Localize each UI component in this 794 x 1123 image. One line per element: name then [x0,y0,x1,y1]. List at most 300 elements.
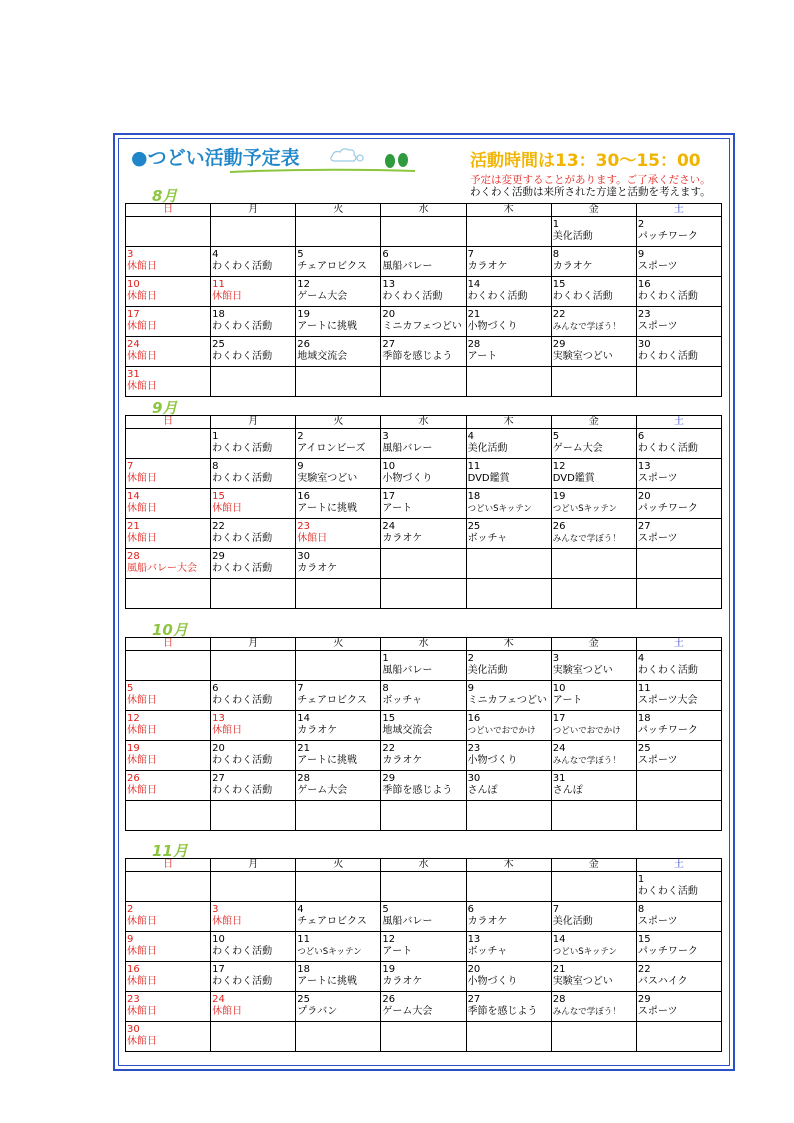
day-number: 25 [467,521,481,532]
day-cell [211,651,296,681]
day-cell [551,217,636,247]
tree-icon [385,153,408,168]
day-number [468,581,550,593]
day-number [553,803,635,815]
day-cell [636,217,721,247]
activity-name: 休館日 [127,261,157,272]
day-number [127,219,209,231]
week-row [126,217,722,247]
activity-name: 実験室つどい [297,473,358,484]
day-cell [126,367,211,397]
weekday-header: 金 [551,416,636,429]
day-number: 5 [382,904,389,915]
day-number [638,803,720,815]
activity-name: 休館日 [127,695,157,706]
day-cell [126,459,211,489]
activity-name [127,886,209,898]
day-number: 7 [297,683,304,694]
activity-name: わくわく活動 [382,291,443,302]
activity-name [127,665,209,677]
activity-name: つどいSキッテン [467,504,532,514]
day-cell [296,872,381,902]
activity-name: パッチワーク [637,946,698,957]
activity-name [297,815,379,827]
activity-name: わくわく活動 [467,291,528,302]
day-cell [126,771,211,801]
day-number: 23 [637,309,651,320]
day-number: 13 [212,713,225,724]
day-number [382,874,464,886]
day-cell [636,337,721,367]
activity-name: バスハイク [637,976,688,987]
activity-name: チェアロビクス [297,695,367,706]
weekday-header: 土 [636,859,721,872]
day-cell [381,459,466,489]
day-number: 8 [212,461,219,472]
activity-name: DVD鑑賞 [467,473,510,484]
day-cell [551,932,636,962]
activity-name: ゲーム大会 [552,443,603,454]
activity-name: 季節を感じよう [382,351,453,362]
day-number [553,874,635,886]
activity-name: 実験室つどい [552,976,613,987]
activity-name [127,815,209,827]
day-number: 26 [127,773,140,784]
day-cell [211,902,296,932]
activity-name [553,815,635,827]
day-number [382,551,464,563]
day-cell [296,711,381,741]
day-number: 1 [212,431,219,442]
activity-name: 季節を感じよう [382,785,453,796]
activity-name: 小物づくり [467,755,518,766]
day-cell [466,741,551,771]
day-cell [211,459,296,489]
day-cell [551,307,636,337]
day-cell [381,902,466,932]
activity-name: わくわく活動 [212,946,273,957]
day-cell [296,932,381,962]
day-cell [551,902,636,932]
activity-name: 休館日 [127,976,157,987]
day-number [127,874,209,886]
day-number: 6 [382,249,389,260]
day-number: 4 [297,904,304,915]
day-number: 21 [552,964,566,975]
day-number: 31 [127,369,140,380]
day-cell [466,549,551,579]
day-number: 10 [382,461,396,472]
day-cell [381,549,466,579]
day-number: 15 [382,713,396,724]
day-cell [381,992,466,1022]
activity-name [553,593,635,605]
weekday-header: 月 [211,638,296,651]
weekday-header: 日 [126,204,211,217]
day-cell [636,801,721,831]
day-number: 8 [552,249,560,260]
activity-name: わくわく活動 [637,443,698,454]
activity-name: わくわく活動 [552,291,613,302]
activity-name: 美化活動 [467,443,508,454]
day-number [297,653,379,665]
activity-name: 休館日 [212,1006,243,1017]
activity-name: 風船バレー [382,916,433,927]
day-cell [211,801,296,831]
activity-name [468,815,550,827]
day-number: 27 [467,994,481,1005]
day-number [297,369,379,381]
activity-name: 小物づくり [382,473,433,484]
day-number: 16 [127,964,140,975]
activity-name: 実験室つどい [552,665,613,676]
day-cell [636,429,721,459]
day-cell [211,681,296,711]
activity-name: プラバン [297,1006,338,1017]
day-cell [211,771,296,801]
activity-name [553,886,635,898]
day-number: 19 [382,964,396,975]
month-calendar [125,637,722,831]
day-number: 4 [637,653,645,664]
day-number: 19 [297,309,311,320]
day-cell [466,337,551,367]
activity-name: アートに挑戦 [297,321,357,332]
week-row [126,801,722,831]
activity-name [382,381,464,393]
day-cell [126,741,211,771]
day-cell [381,932,466,962]
day-number: 14 [127,491,140,502]
activity-name: ゲーム大会 [382,1006,433,1017]
activity-name: アートに挑戦 [297,755,357,766]
week-row [126,771,722,801]
day-number: 9 [127,934,134,945]
day-cell [211,429,296,459]
activity-name: わくわく活動 [212,443,273,454]
activity-name: カラオケ [382,755,423,766]
day-number: 26 [297,339,311,350]
activity-name [212,886,294,898]
weekday-header: 水 [381,416,466,429]
activity-name: つどいSキッテン [552,947,618,957]
activity-name: わくわく活動 [637,665,698,676]
day-number: 12 [127,713,140,724]
day-cell [466,872,551,902]
day-number: 13 [467,934,481,945]
day-number: 1 [552,219,560,230]
day-number: 18 [637,713,651,724]
day-cell [466,651,551,681]
activity-name: スポーツ [637,261,678,272]
day-cell [296,337,381,367]
activity-name: カラオケ [467,916,508,927]
day-number [382,581,464,593]
weekday-header: 火 [296,638,381,651]
activity-name: みんなで学ぼう！ [552,756,621,766]
activity-name: さんぽ [467,785,498,796]
day-number: 19 [127,743,140,754]
day-number: 6 [467,904,474,915]
day-cell [636,741,721,771]
week-row [126,307,722,337]
activity-name: 休館日 [127,473,157,484]
day-number [382,369,464,381]
day-number: 14 [297,713,311,724]
day-number: 18 [297,964,311,975]
activity-name [638,563,720,575]
day-number: 9 [467,683,474,694]
month-calendar [125,415,722,609]
day-number [127,803,209,815]
day-number: 19 [552,491,566,502]
day-cell [126,1022,211,1052]
day-number: 16 [297,491,311,502]
activity-name: わくわく活動 [212,785,273,796]
activity-name [297,1036,379,1048]
activity-name: 休館日 [127,1006,157,1017]
day-number: 26 [382,994,396,1005]
day-number [127,581,209,593]
day-cell [466,681,551,711]
day-cell [381,741,466,771]
day-cell [636,579,721,609]
day-number: 14 [552,934,566,945]
day-number: 22 [212,521,225,532]
day-number: 28 [127,551,140,562]
day-cell [296,307,381,337]
activity-name: つどいSキッテン [297,947,362,957]
week-row [126,962,722,992]
week-row [126,337,722,367]
day-number: 28 [467,339,481,350]
day-cell [551,1022,636,1052]
day-number: 6 [637,431,645,442]
day-cell [211,367,296,397]
weekday-header: 日 [126,859,211,872]
activity-name: わくわく活動 [212,755,273,766]
day-cell [126,247,211,277]
day-cell [466,1022,551,1052]
day-cell [381,651,466,681]
week-row [126,711,722,741]
day-cell [296,459,381,489]
day-number [468,551,550,563]
activity-name: 休館日 [127,503,157,514]
day-cell [211,519,296,549]
cloud-icon [331,149,363,161]
activity-name [212,593,294,605]
day-cell [381,307,466,337]
activity-name: わくわく活動 [637,351,698,362]
day-number: 20 [382,309,396,320]
activity-name: 風船バレー [382,665,433,676]
day-number: 18 [212,309,225,320]
day-cell [551,801,636,831]
day-cell [126,992,211,1022]
day-cell [296,992,381,1022]
activity-name: スポーツ [637,916,678,927]
day-cell [126,801,211,831]
day-cell [466,217,551,247]
activity-name: みんなで学ぼう！ [552,1007,621,1017]
activity-name [468,886,550,898]
activity-name: わくわく活動 [212,533,273,544]
day-cell [551,579,636,609]
activity-name: 風船バレー大会 [127,563,197,574]
day-cell [211,872,296,902]
day-cell [381,489,466,519]
activity-name: 休館日 [297,533,328,544]
activity-name: 休館日 [127,381,157,392]
day-number: 25 [212,339,225,350]
day-cell [466,579,551,609]
day-cell [296,1022,381,1052]
activity-name [468,381,550,393]
day-cell [381,801,466,831]
day-cell [126,217,211,247]
day-cell [381,429,466,459]
day-cell [636,771,721,801]
day-number [297,581,379,593]
day-cell [211,549,296,579]
day-number: 12 [297,279,311,290]
day-number: 2 [467,653,474,664]
day-cell [126,549,211,579]
day-number: 17 [552,713,566,724]
activity-name: ミニカフェつどい [382,321,462,332]
activity-name: 地域交流会 [382,725,433,736]
activity-name: 季節を感じよう [467,1006,538,1017]
weekday-header: 木 [466,204,551,217]
weekday-header: 水 [381,638,466,651]
day-number: 30 [467,773,481,784]
activity-name: 風船バレー [382,443,433,454]
activity-name: ボッチャ [382,695,423,706]
day-number: 14 [467,279,481,290]
activity-name: スポーツ [637,473,678,484]
day-cell [126,307,211,337]
day-cell [126,337,211,367]
day-cell [551,872,636,902]
day-cell [211,277,296,307]
activity-name: スポーツ [637,533,678,544]
activity-name: 美化活動 [467,665,508,676]
activity-name: つどいでおでかけ [467,726,536,736]
activity-name: 休館日 [127,1036,157,1047]
day-cell [126,962,211,992]
activity-name [382,815,464,827]
activity-name: 休館日 [127,321,157,332]
activity-name: 休館日 [127,755,157,766]
week-row [126,651,722,681]
activity-name: 実験室つどい [552,351,613,362]
day-number: 27 [637,521,651,532]
day-cell [211,992,296,1022]
day-number [212,874,294,886]
day-number [297,803,379,815]
week-row [126,579,722,609]
day-cell [381,872,466,902]
activity-name [553,1036,635,1048]
day-cell [466,932,551,962]
activity-name: パッチワーク [637,503,698,514]
day-cell [211,247,296,277]
day-cell [381,277,466,307]
weekday-header: 土 [636,416,721,429]
day-cell [636,992,721,1022]
day-cell [551,459,636,489]
week-row [126,549,722,579]
day-cell [126,932,211,962]
day-number [638,369,720,381]
day-cell [211,307,296,337]
day-cell [296,519,381,549]
day-number: 23 [127,994,140,1005]
activity-name: わくわく活動 [212,563,273,574]
day-number [382,219,464,231]
day-cell [551,771,636,801]
day-number [638,773,720,785]
day-number: 3 [127,249,134,260]
day-cell [466,307,551,337]
activity-name [468,231,550,243]
day-number [468,219,550,231]
activity-name: みんなで学ぼう！ [552,534,621,544]
activity-name: わくわく活動 [212,321,273,332]
day-cell [551,962,636,992]
day-number: 13 [637,461,651,472]
day-number: 29 [212,551,225,562]
day-number [638,1024,720,1036]
day-cell [551,519,636,549]
activity-name [638,381,720,393]
activity-name: ゲーム大会 [297,291,348,302]
activity-name: スポーツ大会 [637,695,698,706]
day-cell [636,651,721,681]
day-number: 29 [382,773,396,784]
day-number: 30 [297,551,311,562]
weekday-header: 金 [551,638,636,651]
weekday-header: 月 [211,859,296,872]
month-label: 9月 [152,399,178,417]
day-number: 15 [212,491,225,502]
activity-name: わくわく活動 [637,291,698,302]
day-number: 7 [467,249,474,260]
day-cell [381,711,466,741]
day-number: 29 [552,339,566,350]
day-cell [381,962,466,992]
day-number: 12 [382,934,396,945]
day-number: 31 [552,773,566,784]
day-cell [126,651,211,681]
day-cell [296,429,381,459]
activity-name: カラオケ [467,261,508,272]
day-number: 23 [297,521,311,532]
day-number: 20 [637,491,651,502]
day-number: 24 [212,994,225,1005]
day-cell [551,549,636,579]
activity-name: 休館日 [212,725,243,736]
activity-name: ミニカフェつどい [467,695,548,706]
activity-name: 休館日 [127,785,157,796]
activity-name [638,815,720,827]
day-number: 2 [127,904,134,915]
day-cell [636,681,721,711]
day-cell [466,992,551,1022]
day-number: 15 [637,934,651,945]
activity-name: カラオケ [297,563,338,574]
